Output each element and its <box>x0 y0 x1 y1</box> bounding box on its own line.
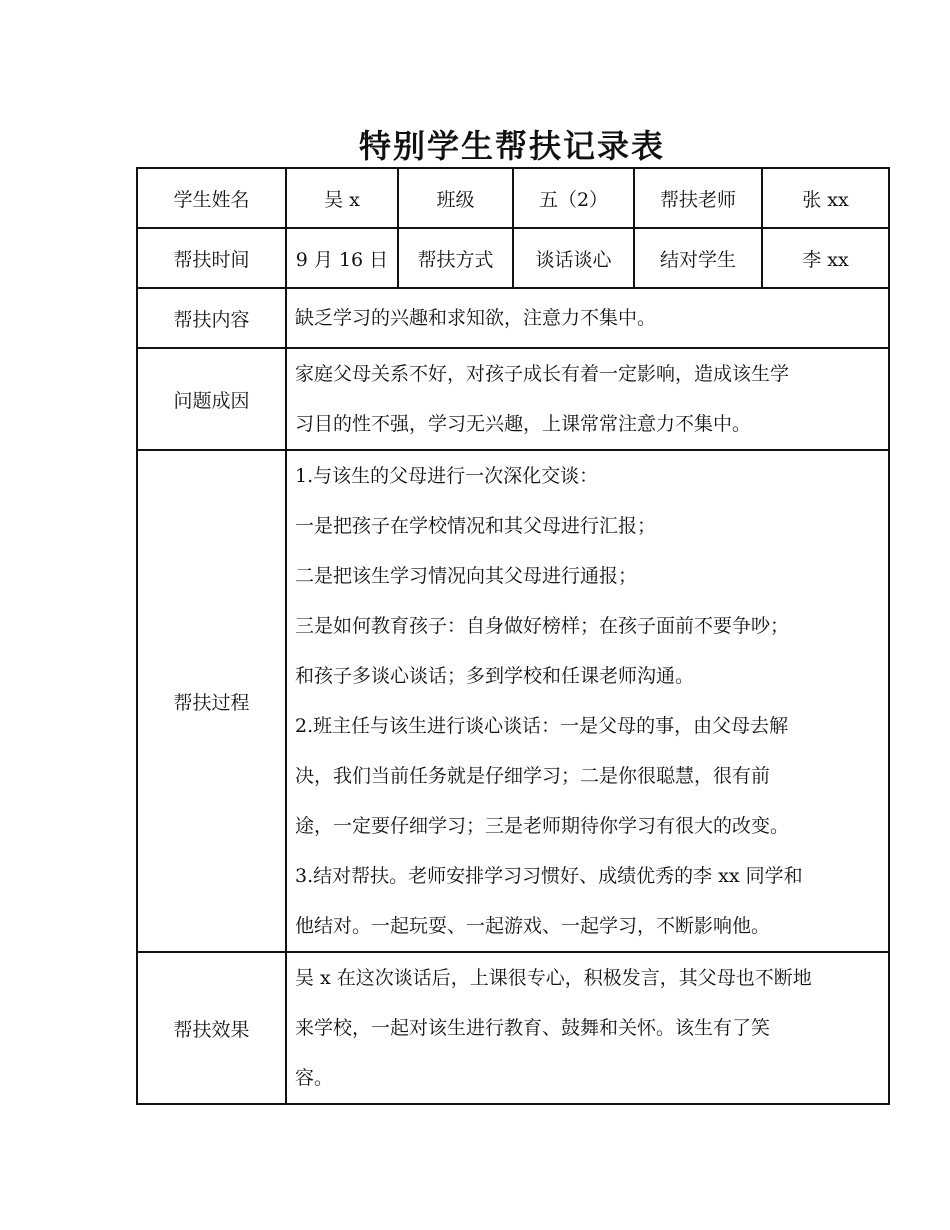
process-line: 2.班主任与该生进行谈心谈话：一是父母的事，由父母去解 <box>295 715 789 737</box>
table-row <box>137 288 889 348</box>
teacher-label: 帮扶老师 <box>634 168 762 228</box>
process-line: 决，我们当前任务就是仔细学习；二是你很聪慧，很有前 <box>295 765 771 787</box>
time-value: 9 月 16 日 <box>286 228 398 288</box>
table-row <box>137 952 889 1104</box>
class-label: 班级 <box>398 168 513 228</box>
effect-line: 吴 x 在这次谈话后，上课很专心，积极发言，其父母也不断地 <box>295 967 812 989</box>
cause-text <box>286 348 889 450</box>
process-line: 一是把孩子在学校情况和其父母进行汇报； <box>295 515 657 537</box>
effect-text <box>286 952 889 1104</box>
process-line: 三是如何教育孩子：自身做好榜样；在孩子面前不要争吵； <box>295 615 790 637</box>
method-label: 帮扶方式 <box>398 228 513 288</box>
pair-student-value: 李 xx <box>762 228 889 288</box>
pair-student-label: 结对学生 <box>634 228 762 288</box>
page-title: 特别学生帮扶记录表 <box>358 127 665 165</box>
table-row <box>137 168 889 228</box>
record-table <box>136 167 890 1105</box>
process-line: 他结对。一起玩耍、一起游戏、一起学习，不断影响他。 <box>295 915 771 937</box>
student-name-label: 学生姓名 <box>137 168 286 228</box>
cause-line: 习目的性不强，学习无兴趣，上课常常注意力不集中。 <box>295 413 752 435</box>
content-label: 帮扶内容 <box>137 288 286 348</box>
student-name-value: 吴 x <box>286 168 398 228</box>
cause-label: 问题成因 <box>137 348 286 450</box>
process-line: 1.与该生的父母进行一次深化交谈： <box>295 465 599 487</box>
process-line: 和孩子多谈心谈话；多到学校和任课老师沟通。 <box>295 665 695 687</box>
effect-label: 帮扶效果 <box>137 952 286 1104</box>
process-line: 二是把该生学习情况向其父母进行通报； <box>295 565 638 587</box>
effect-line: 来学校，一起对该生进行教育、鼓舞和关怀。该生有了笑 <box>295 1017 771 1039</box>
teacher-value: 张 xx <box>762 168 889 228</box>
content-text: 缺乏学习的兴趣和求知欲，注意力不集中。 <box>286 288 889 348</box>
process-line: 3.结对帮扶。老师安排学习习惯好、成绩优秀的李 xx 同学和 <box>295 865 803 887</box>
table-row <box>137 348 889 450</box>
process-label: 帮扶过程 <box>137 450 286 952</box>
cause-line: 家庭父母关系不好，对孩子成长有着一定影响，造成该生学 <box>295 363 790 385</box>
process-text <box>286 450 889 952</box>
class-value: 五（2） <box>513 168 634 228</box>
process-line: 途，一定要仔细学习；三是老师期待你学习有很大的改变。 <box>295 815 790 837</box>
table-row <box>137 228 889 288</box>
effect-line: 容。 <box>295 1067 334 1089</box>
time-label: 帮扶时间 <box>137 228 286 288</box>
table-row <box>137 450 889 952</box>
method-value: 谈话谈心 <box>513 228 634 288</box>
